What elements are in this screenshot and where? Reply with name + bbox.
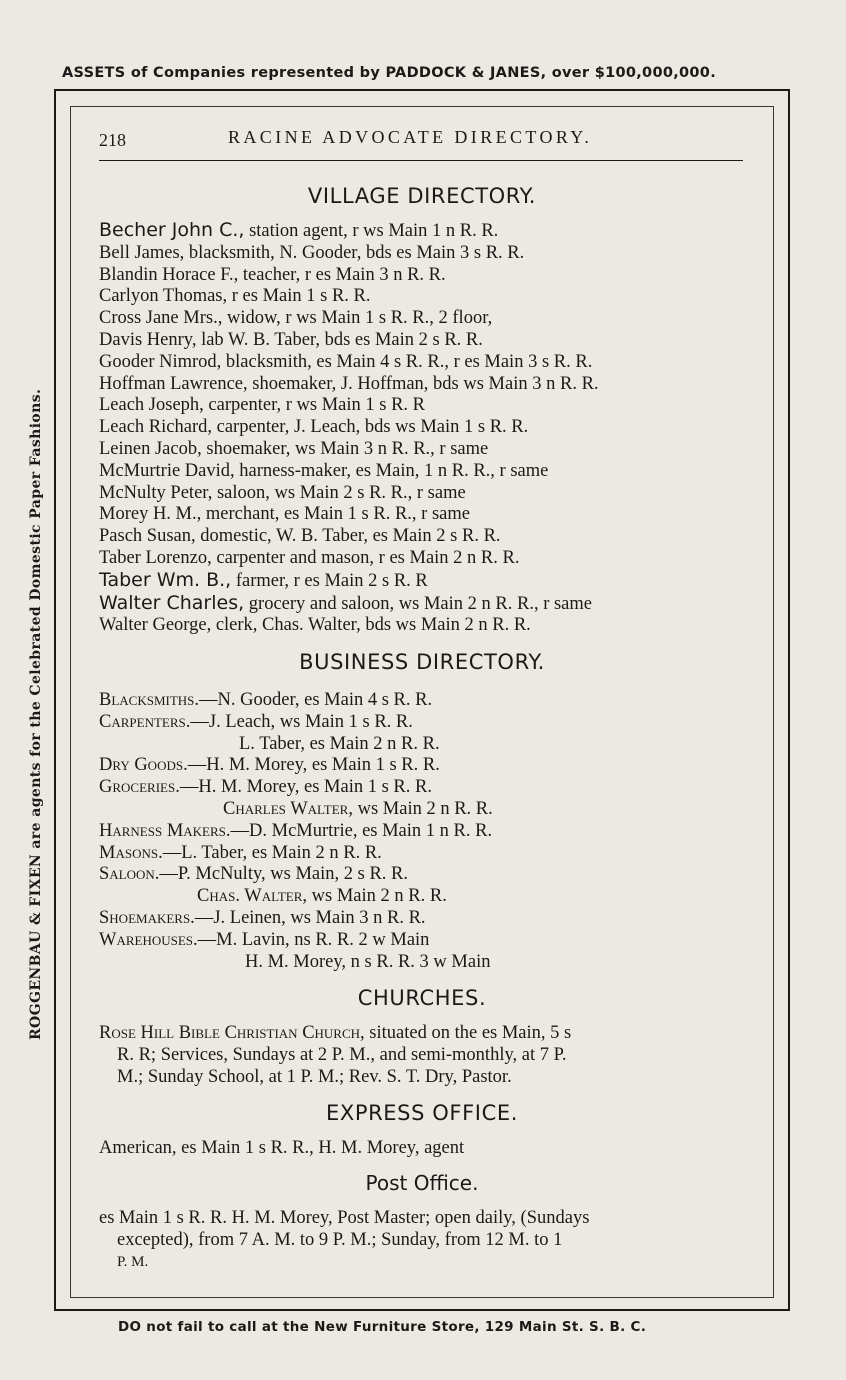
list-item [99, 330, 759, 352]
list-item [99, 352, 759, 374]
business-text: ws Main 2 n R. R. [307, 886, 447, 907]
express-office-heading: EXPRESS OFFICE. [325, 1101, 518, 1125]
entry-text: lab W. B. Taber, bds es Main 2 s R. R. [196, 329, 483, 350]
side-advertisement-banner: ROGGENBAU & FIXEN are agents for the Celebrated Domestic Paper Fashions. [28, 388, 44, 1040]
business-text: —J. Leinen, ws Main 3 n R. R. [194, 907, 426, 928]
business-text: —N. Gooder, es Main 4 s R. R. [199, 690, 433, 710]
list-item [99, 570, 759, 593]
business-name: Charles Walter, [223, 798, 353, 819]
church-text-3: M.; Sunday School, at 1 P. M.; Rev. S. T. Dry, Pastor. [117, 1067, 512, 1087]
entry-text: grocery and saloon, ws Main 2 n R. R., r same [244, 593, 592, 614]
list-item [99, 439, 759, 461]
post-office-paragraph [99, 1207, 747, 1273]
list-item [99, 417, 759, 439]
list-item [99, 395, 759, 417]
entry-text: teacher, r es Main 3 n R. R. [238, 264, 446, 285]
business-text: —H. M. Morey, es Main 1 s R. R. [187, 755, 440, 776]
business-text: ws Main 2 n R. R. [352, 798, 493, 819]
list-item [99, 755, 759, 777]
list-item [99, 483, 759, 505]
list-item [99, 908, 759, 930]
business-category: Shoemakers. [99, 907, 195, 928]
business-entries-list [99, 690, 759, 973]
post-office-line-2: excepted), from 7 A. M. to 9 P. M.; Sunday, from 12 M. to 1 [117, 1230, 563, 1250]
entry-text: blacksmith, es Main 4 s R. R., r es Main 3 s R. R. [221, 351, 593, 372]
business-category: Harness Makers. [99, 820, 231, 841]
entry-name: Walter Charles, [99, 591, 245, 614]
entry-text: widow, r ws Main 1 s R. R., 2 floor, [222, 308, 493, 329]
entry-name: Walter George, [99, 615, 212, 636]
post-office-heading: Post Office. [365, 1171, 479, 1195]
entry-name: McMurtrie David, [99, 460, 235, 481]
churches-heading: CHURCHES. [357, 986, 487, 1010]
list-item [99, 286, 759, 308]
list-item [99, 930, 759, 952]
business-category: Carpenters. [99, 711, 191, 732]
list-item [99, 374, 759, 396]
entry-text: shoemaker, ws Main 3 n R. R., r same [201, 438, 489, 459]
business-category: Groceries. [99, 777, 180, 798]
list-item [99, 799, 759, 821]
entry-text: station agent, r ws Main 1 n R. R. [244, 221, 499, 241]
top-advertisement-banner: ASSETS of Companies represented by PADDOCK & JANES, over $100,000,000. [62, 65, 717, 81]
entry-name: Blandin Horace F., [99, 264, 239, 285]
list-item [99, 548, 759, 570]
list-item [99, 308, 759, 330]
list-item [99, 243, 759, 265]
post-office-line-1: es Main 1 s R. R. H. M. Morey, Post Master; open daily, (Sundays [99, 1208, 590, 1228]
church-text-2: R. R; Services, Sundays at 2 P. M., and semi-monthly, at 7 P. [117, 1045, 567, 1065]
church-name: Rose Hill Bible Christian Church, [99, 1023, 365, 1043]
entry-text: farmer, r es Main 2 s R. R [231, 570, 428, 591]
list-item [99, 526, 759, 548]
list-item [99, 220, 759, 243]
entry-text: r es Main 1 s R. R. [227, 286, 371, 307]
list-item [99, 712, 759, 734]
business-category: Blacksmiths. [99, 690, 200, 710]
header-rule [99, 160, 743, 161]
entry-name: Taber Lorenzo, [99, 547, 212, 568]
business-name: Chas. Walter, [197, 886, 308, 907]
entry-text: carpenter, r ws Main 1 s R. R [203, 395, 426, 416]
village-entries-list [99, 220, 759, 637]
list-item [99, 461, 759, 483]
entry-text: carpenter and mason, r es Main 2 n R. R. [211, 547, 520, 568]
business-text: —J. Leach, ws Main 1 s R. R. [190, 711, 413, 732]
entry-name: Pasch Susan, [99, 526, 196, 547]
post-office-line-3: P. M. [117, 1254, 149, 1270]
entry-name: Taber Wm. B., [99, 568, 232, 591]
entry-name: Bell James, [99, 242, 185, 263]
business-text: H. M. Morey, n s R. R. 3 w Main [245, 951, 491, 972]
entry-name: Gooder Nimrod, [99, 351, 222, 372]
business-text: —M. Lavin, ns R. R. 2 w Main [197, 929, 430, 950]
bottom-advertisement-banner: DO not fail to call at the New Furniture Store, 129 Main St. S. B. C. [118, 1319, 647, 1335]
entry-text: harness-maker, es Main, 1 n R. R., r same [234, 460, 549, 481]
list-item [99, 777, 759, 799]
entry-name: Morey H. M., [99, 504, 202, 525]
business-directory-heading: BUSINESS DIRECTORY. [299, 650, 545, 674]
entry-text: merchant, es Main 1 s R. R., r same [201, 504, 470, 525]
list-item [99, 504, 759, 526]
entry-text: saloon, ws Main 2 s R. R., r same [212, 482, 466, 503]
entry-text: blacksmith, N. Gooder, bds es Main 3 s R. R. [184, 242, 525, 263]
business-category: Masons. [99, 842, 163, 863]
business-category: Warehouses. [99, 929, 198, 950]
entry-text: carpenter, J. Leach, bds ws Main 1 s R. R. [212, 417, 529, 438]
business-category: Dry Goods. [99, 755, 188, 776]
business-text: —P. McNulty, ws Main, 2 s R. R. [159, 864, 408, 885]
business-text: —L. Taber, es Main 2 n R. R. [162, 842, 382, 863]
list-item [99, 615, 759, 637]
entry-name: Cross Jane Mrs., [99, 308, 223, 329]
entry-name: Davis Henry, [99, 329, 197, 350]
entry-text: clerk, Chas. Walter, bds ws Main 2 n R. R. [211, 615, 531, 636]
entry-name: Leinen Jacob, [99, 438, 202, 459]
village-directory-heading: VILLAGE DIRECTORY. [307, 184, 537, 208]
running-title: RACINE ADVOCATE DIRECTORY. [228, 127, 593, 147]
church-text-1: situated on the es Main, 5 s [364, 1023, 572, 1043]
entry-name: Becher John C., [99, 219, 245, 241]
list-item [99, 843, 759, 865]
business-category: Saloon. [99, 864, 160, 885]
business-text: —H. M. Morey, es Main 1 s R. R. [179, 777, 432, 798]
list-item [99, 734, 759, 756]
list-item [99, 864, 759, 886]
church-paragraph [99, 1022, 747, 1088]
list-item [99, 265, 759, 287]
entry-name: Leach Richard, [99, 417, 212, 438]
page-number: 218 [99, 130, 126, 150]
list-item [99, 690, 759, 712]
entry-name: Carlyon Thomas, [99, 286, 228, 307]
entry-text: shoemaker, J. Hoffman, bds ws Main 3 n R. R. [247, 373, 599, 394]
list-item [99, 821, 759, 843]
entry-text: domestic, W. B. Taber, es Main 2 s R. R. [195, 526, 501, 547]
entry-name: Leach Joseph, [99, 395, 204, 416]
business-text: —D. McMurtrie, es Main 1 n R. R. [230, 820, 493, 841]
business-text: L. Taber, es Main 2 n R. R. [239, 733, 440, 754]
entry-name: Hoffman Lawrence, [99, 373, 248, 394]
list-item [99, 886, 759, 908]
list-item [99, 952, 759, 974]
entry-name: McNulty Peter, [99, 482, 213, 503]
express-office-text: American, es Main 1 s R. R., H. M. Morey, agent [99, 1138, 465, 1158]
list-item [99, 593, 759, 616]
